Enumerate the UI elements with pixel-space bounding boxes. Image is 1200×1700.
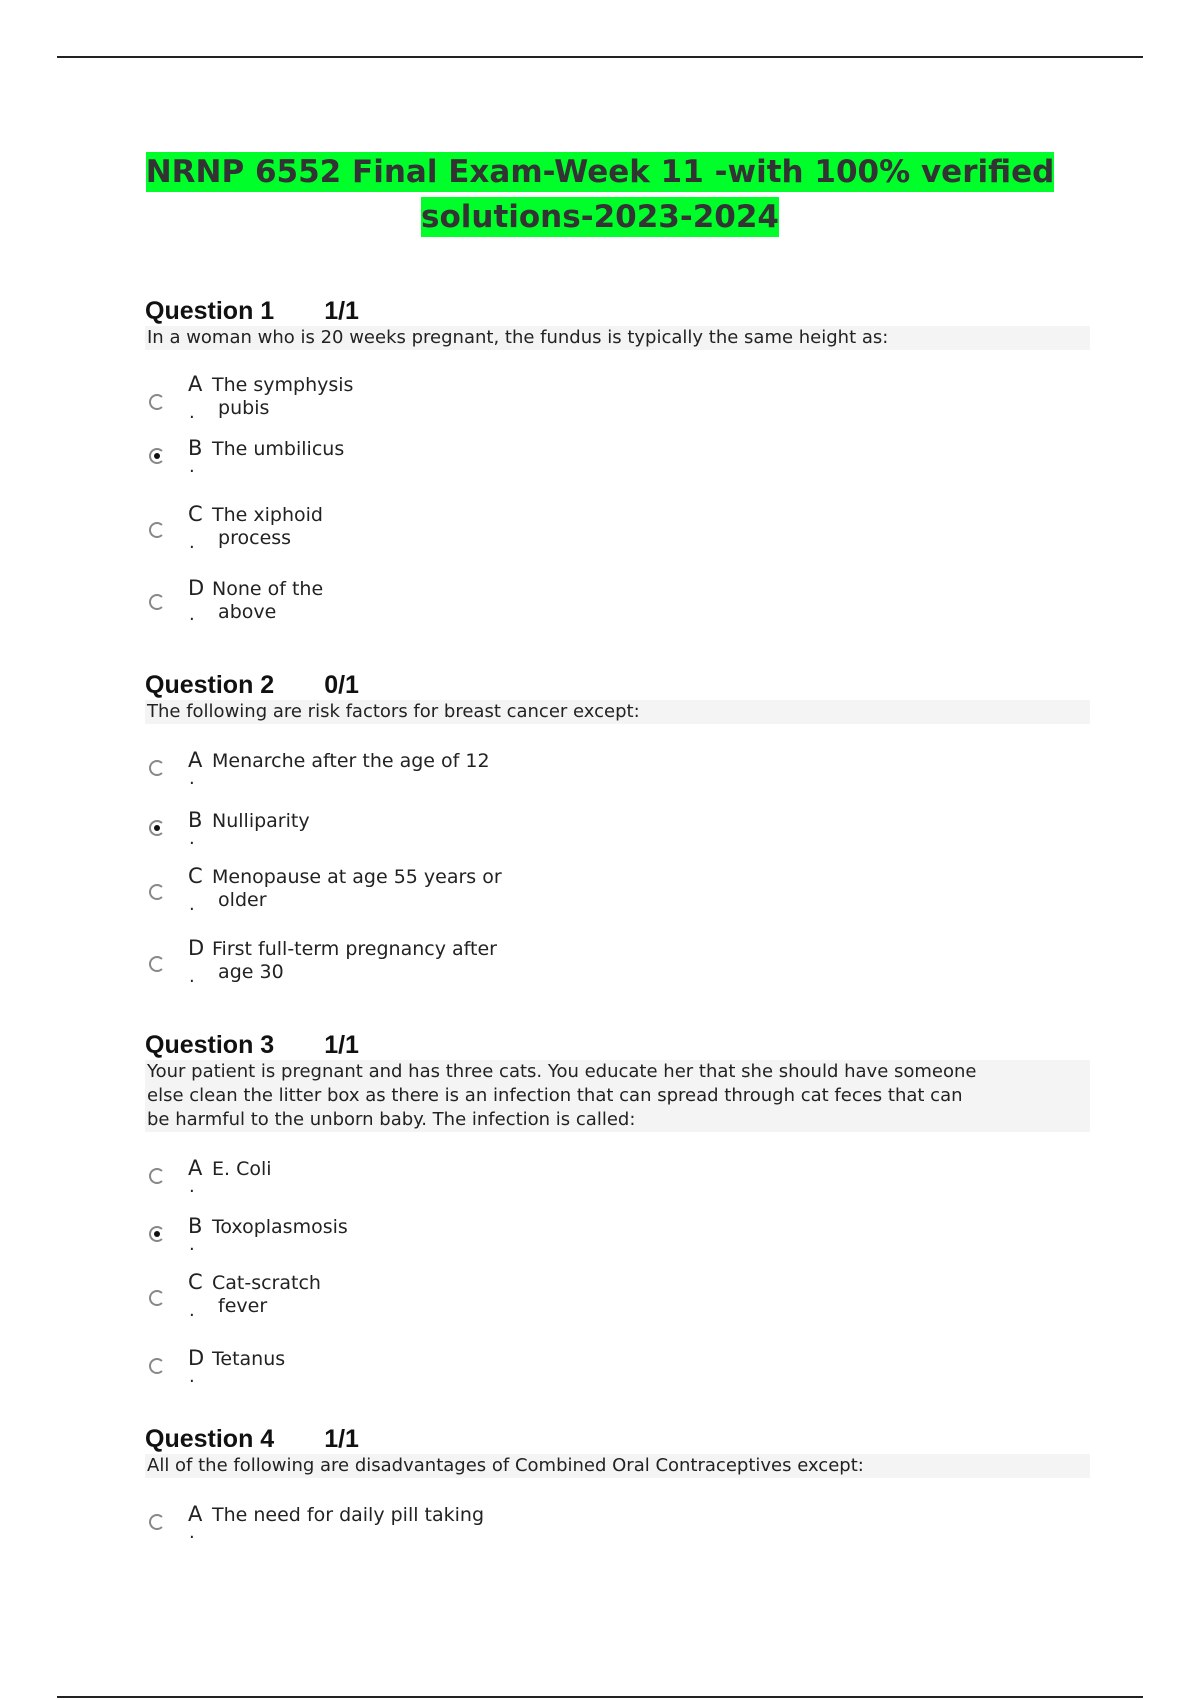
- option-text: The symphysis pubis: [212, 374, 354, 419]
- question-header: [145, 1030, 1090, 1060]
- radio-button-selected[interactable]: [149, 1226, 165, 1242]
- radio-button[interactable]: [149, 1358, 165, 1374]
- question-text: In a woman who is 20 weeks pregnant, the fundus is typically the same height as:: [145, 326, 1090, 350]
- top-rule: [57, 56, 1143, 58]
- radio-button[interactable]: [149, 1290, 165, 1306]
- option-dot: .: [189, 1366, 195, 1387]
- question-header: [145, 1424, 1090, 1454]
- radio-button-selected[interactable]: [149, 448, 165, 464]
- question-score: 1/1: [324, 1031, 359, 1059]
- question-score: 1/1: [324, 297, 359, 325]
- question-4: [145, 1424, 1090, 1543]
- option-text: The umbilicus: [212, 438, 345, 460]
- option-letter: C: [188, 502, 203, 526]
- radio-button-selected[interactable]: [149, 820, 165, 836]
- question-label: Question 1: [145, 297, 275, 325]
- option-dot: .: [189, 1234, 195, 1255]
- question-text: All of the following are disadvantages of Combined Oral Contraceptives except:: [145, 1454, 1090, 1478]
- question-text-line: else clean the litter box as there is an infection that can spread through cat feces that can: [147, 1085, 963, 1106]
- title-line-1: NRNP 6552 Final Exam-Week 11 -with 100% verified: [145, 154, 1055, 190]
- question-1: [145, 296, 1090, 625]
- option-letter: B: [188, 436, 203, 460]
- option-text: None of the above: [212, 578, 324, 623]
- radio-button[interactable]: [149, 1514, 165, 1530]
- option-text: Menarche after the age of 12: [212, 750, 490, 772]
- title-line-2: solutions-2023-2024: [421, 199, 779, 235]
- question-score: 1/1: [324, 1425, 359, 1453]
- radio-button[interactable]: [149, 1168, 165, 1184]
- option-letter: A: [188, 748, 203, 772]
- option-letter: C: [188, 864, 203, 888]
- option-text: Nulliparity: [212, 810, 310, 832]
- question-header: [145, 670, 1090, 700]
- option-text: The need for daily pill taking: [212, 1504, 485, 1526]
- option-letter: B: [188, 808, 203, 832]
- option-dot: .: [189, 402, 195, 423]
- bottom-rule: [57, 1696, 1143, 1698]
- option-dot: .: [189, 768, 195, 789]
- option-dot: .: [189, 894, 195, 915]
- option-dot: .: [189, 1300, 195, 1321]
- option-letter: D: [188, 576, 205, 600]
- radio-button[interactable]: [149, 394, 165, 410]
- question-text: The following are risk factors for breast cancer except:: [145, 700, 1090, 724]
- question-header: [145, 296, 1090, 326]
- option-letter: B: [188, 1214, 203, 1238]
- radio-button[interactable]: [149, 760, 165, 776]
- question-2: [145, 670, 1090, 987]
- option-dot: .: [189, 532, 195, 553]
- radio-button[interactable]: [149, 594, 165, 610]
- option-text: Toxoplasmosis: [212, 1216, 348, 1238]
- option-dot: .: [189, 1522, 195, 1543]
- option-text: Tetanus: [212, 1348, 286, 1370]
- option-text: The xiphoid process: [212, 504, 323, 549]
- question-text: [145, 1060, 1090, 1132]
- option-letter: A: [188, 1156, 203, 1180]
- option-text: E. Coli: [212, 1158, 272, 1180]
- question-label: Question 2: [145, 671, 275, 699]
- option-dot: .: [189, 1176, 195, 1197]
- option-text: Cat-scratch fever: [212, 1272, 321, 1317]
- question-3: [145, 1030, 1090, 1387]
- question-text-line: be harmful to the unborn baby. The infection is called:: [147, 1109, 636, 1130]
- radio-button[interactable]: [149, 956, 165, 972]
- option-dot: .: [189, 966, 195, 987]
- option-dot: .: [189, 828, 195, 849]
- option-text: First full-term pregnancy after age 30: [212, 938, 497, 983]
- option-letter: C: [188, 1270, 203, 1294]
- option-letter: A: [188, 1502, 203, 1526]
- option-text: Menopause at age 55 years or older: [212, 866, 502, 911]
- question-label: Question 3: [145, 1031, 275, 1059]
- document-title: [0, 150, 1200, 240]
- radio-button[interactable]: [149, 522, 165, 538]
- question-label: Question 4: [145, 1425, 275, 1453]
- option-letter: A: [188, 372, 203, 396]
- option-dot: .: [189, 456, 195, 477]
- option-letter: D: [188, 1346, 205, 1370]
- question-text-line: Your patient is pregnant and has three cats. You educate her that she should have someone: [147, 1061, 977, 1082]
- option-letter: D: [188, 936, 205, 960]
- question-score: 0/1: [324, 671, 359, 699]
- option-dot: .: [189, 604, 195, 625]
- radio-button[interactable]: [149, 884, 165, 900]
